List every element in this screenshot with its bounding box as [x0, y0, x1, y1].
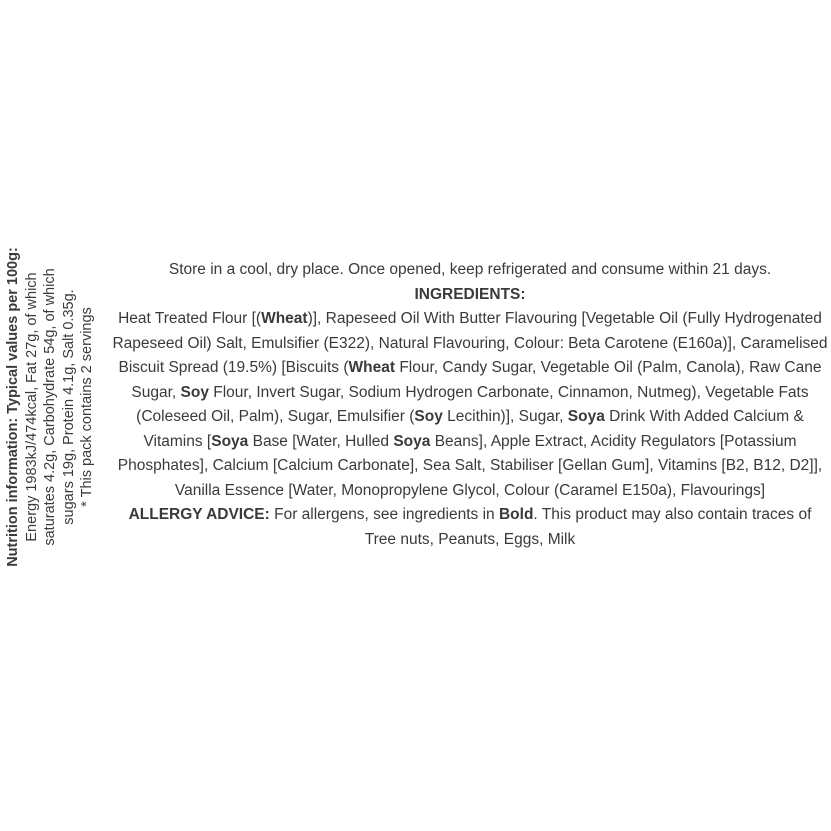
allergy-heading: ALLERGY ADVICE: [128, 506, 270, 523]
text-segment: Lecithin)], Sugar, [442, 408, 568, 425]
text-segment: Drink With Added Calcium & Vitamins [ [143, 408, 804, 450]
servings-note: * This pack contains 2 servings [79, 307, 95, 507]
allergen-term: Soya [393, 432, 431, 450]
allergen-term: Wheat [348, 359, 396, 376]
nutrition-information [4, 247, 97, 567]
text-segment: For allergens, see ingredients in [269, 506, 499, 523]
allergy-advice [112, 503, 828, 552]
ingredients-list [112, 307, 828, 503]
nutrition-line: sugars 19g, Protein 4.1g, Salt 0.35g. [60, 289, 77, 525]
ingredients-heading: INGREDIENTS: [414, 285, 526, 303]
allergen-term: Wheat [261, 310, 308, 327]
nutrition-title: Nutrition information: Typical values per 100g: [5, 247, 21, 567]
text-segment: Heat Treated Flour [( [118, 310, 262, 327]
allergen-term: Soya [211, 432, 249, 450]
text-segment: Flour, Candy Sugar, Vegetable Oil (Palm, Canola), Raw Cane Sugar, [131, 359, 822, 401]
storage-instructions: Store in a cool, dry place. Once opened, keep refrigerated and consume within 21 days. [168, 261, 772, 278]
nutrition-line: Energy 1983kJ/474kcal, Fat 27g, of which [23, 272, 40, 542]
allergen-term: Soya [567, 408, 605, 425]
allergen-term: Bold [498, 506, 534, 523]
text-segment: . This product may also contain traces of Tree nuts, Peanuts, Eggs, Milk [364, 506, 812, 548]
allergen-term: Soy [180, 383, 209, 401]
text-segment: Base [Water, Hulled [248, 432, 394, 450]
allergen-term: Soy [414, 408, 443, 425]
text-segment: Flour, Invert Sugar, Sodium Hydrogen Carbonate, Cinnamon, Nutmeg), Vegetable Fats (Coleseed Oil, Palm), Sugar, Emulsifier ( [136, 383, 809, 425]
product-label-text [112, 258, 828, 552]
nutrition-line: saturates 4.2g, Carbohydrate 54g, of which [42, 268, 58, 546]
text-segment: Beans], Apple Extract, Acidity Regulators [Potassium Phosphates], Calcium [Calcium Carbonate], Sea Salt, Stabiliser [Gellan Gum], Vitamins [B2, B12, D2]], Vanilla Essence [Water, Monopropylene Glycol, Colour (Caramel E150a), Flavourings] [117, 432, 823, 499]
allergy-text [270, 506, 812, 548]
text-segment: )], Rapeseed Oil With Butter Flavouring [Vegetable Oil (Fully Hydrogenated Rapeseed Oil) Salt, Emulsifier (E322), Natural Flavouring, Colour: Beta Carotene (E160a)], Caramelised Biscuit Spread (19.5%) [Biscuits ( [112, 310, 828, 376]
